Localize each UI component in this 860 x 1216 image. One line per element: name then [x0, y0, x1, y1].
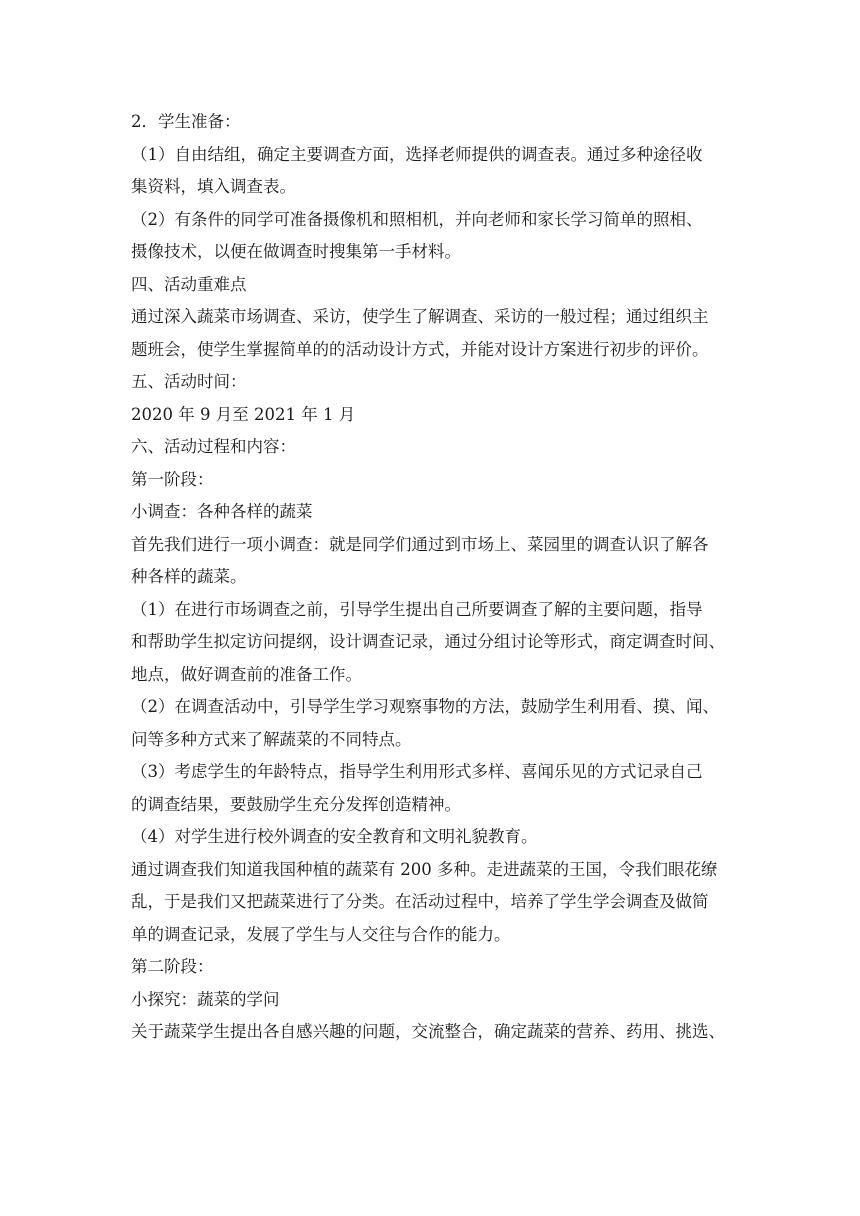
- activity-date-range: 2020 年 9 月至 2021 年 1 月: [131, 404, 356, 424]
- paragraph-line: 通过深入蔬菜市场调查、采访，使学生了解调查、采访的一般过程；通过组织主: [131, 307, 709, 326]
- paragraph-line: 首先我们进行一项小调查：就是同学们通过到市场上、菜园里的调查认识了解各: [131, 534, 709, 554]
- paragraph-line: （3）考虑学生的年龄特点，指导学生利用形式多样、喜闻乐见的方式记录自己: [131, 762, 703, 781]
- section-heading-activity-process: 六、活动过程和内容：: [131, 437, 296, 456]
- paragraph-line: 乱，于是我们又把蔬菜进行了分类。在活动过程中，培养了学生学会调查及做简: [131, 892, 709, 911]
- paragraph-line: 种各样的蔬菜。: [131, 567, 247, 586]
- paragraph-line: 关于蔬菜学生提出各自感兴趣的问题，交流整合，确定蔬菜的营养、药用、挑选、: [131, 1022, 725, 1041]
- paragraph-line: （1）自由结组，确定主要调查方面，选择老师提供的调查表。通过多种途径收: [131, 144, 703, 164]
- paragraph-line: 问等多种方式来了解蔬菜的不同特点。: [131, 729, 412, 749]
- stage-heading-second: 第二阶段：: [131, 957, 214, 976]
- section-heading-key-points: 四、活动重难点: [131, 274, 247, 294]
- paragraph-line: 通过调查我们知道我国种植的蔬菜有 200 多种。走进蔬菜的王国，令我们眼花缭: [131, 859, 718, 879]
- section-heading-activity-time: 五、活动时间：: [131, 372, 247, 391]
- paragraph-line: （2）有条件的同学可准备摄像机和照相机，并向老师和家长学习简单的照相、: [131, 209, 703, 229]
- paragraph-line: 的调查结果，要鼓励学生充分发挥创造精神。: [131, 794, 461, 814]
- paragraph-line: 地点，做好调查前的准备工作。: [131, 664, 362, 684]
- paragraph-line: （1）在进行市场调查之前，引导学生提出自己所要调查了解的主要问题，指导: [131, 599, 703, 619]
- paragraph-line: 单的调查记录，发展了学生与人交往与合作的能力。: [131, 924, 511, 944]
- paragraph-line: 题班会，使学生掌握简单的的活动设计方式，并能对设计方案进行初步的评价。: [131, 339, 709, 359]
- section-heading-student-prep: 2．学生准备：: [131, 112, 241, 131]
- stage-heading-first: 第一阶段：: [131, 469, 214, 489]
- subheading-small-exploration: 小探究：蔬菜的学问: [131, 989, 280, 1009]
- document-body: [131, 106, 733, 1049]
- paragraph-line: 和帮助学生拟定访问提纲，设计调查记录，通过分组讨论等形式，商定调查时间、: [131, 632, 725, 651]
- paragraph-line: 集资料，填入调查表。: [131, 177, 296, 196]
- paragraph-line: （2）在调查活动中，引导学生学习观察事物的方法，鼓励学生利用看、摸、闻、: [131, 697, 719, 716]
- paragraph-line: 摄像技术，以便在做调查时搜集第一手材料。: [131, 242, 461, 261]
- paragraph-line: （4）对学生进行校外调查的安全教育和文明礼貌教育。: [131, 827, 538, 846]
- subheading-small-survey: 小调查：各种各样的蔬菜: [131, 502, 313, 521]
